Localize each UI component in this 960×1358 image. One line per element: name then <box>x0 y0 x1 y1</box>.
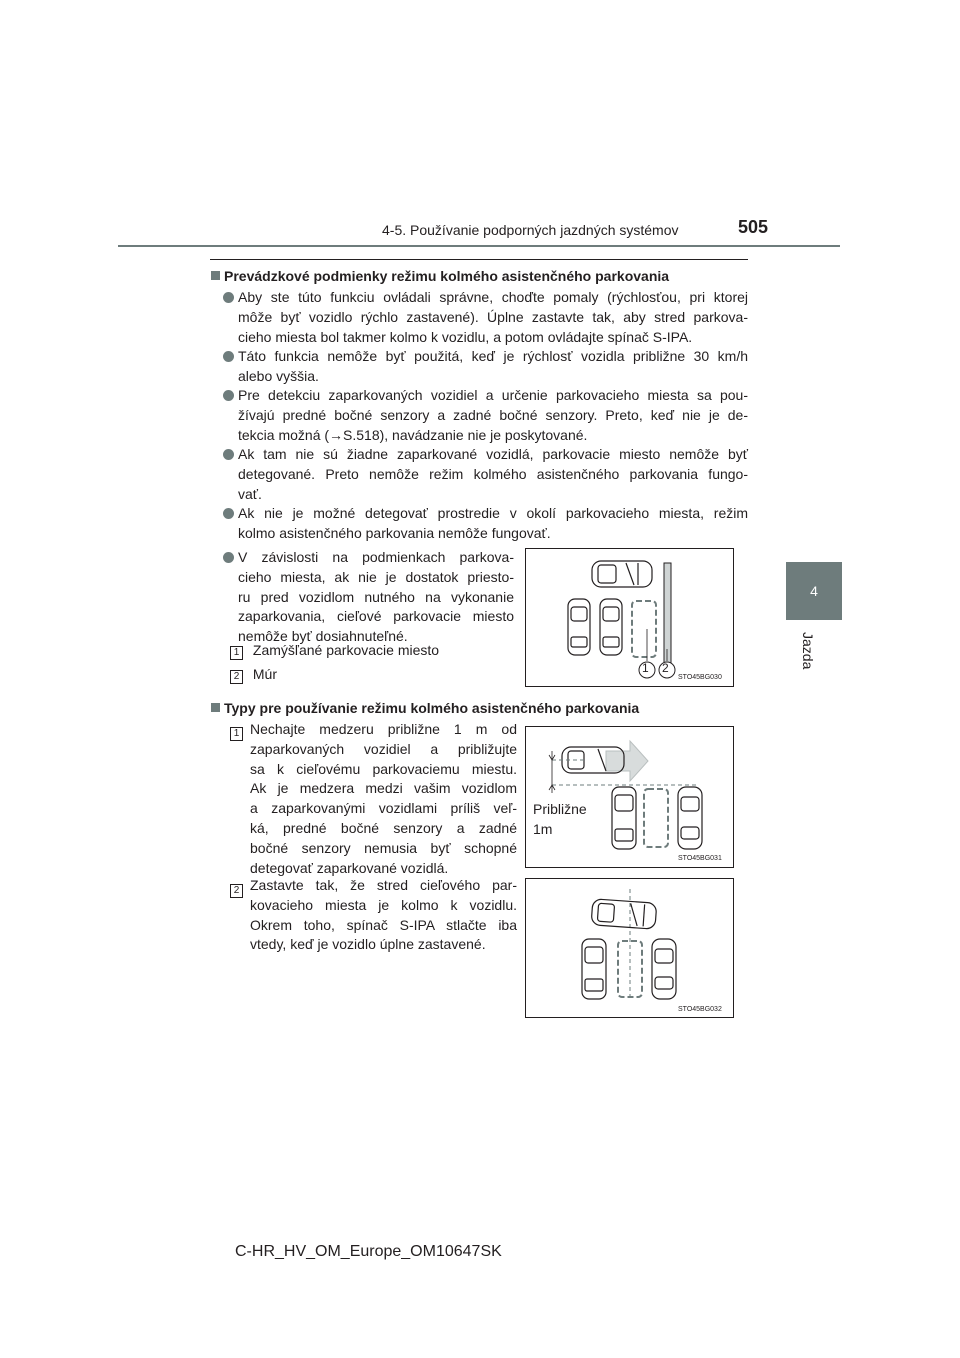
figure-parking-space-wall <box>525 548 734 687</box>
bullet-dot-icon <box>223 508 234 519</box>
footer-document-id: C-HR_HV_OM_Europe_OM10647SK <box>235 1243 502 1260</box>
figure-label-distance: 1m <box>533 821 553 837</box>
chapter-label: Jazda <box>800 632 816 670</box>
figure-callout-2: 2 <box>662 661 669 675</box>
bullet-item: Ak tam nie sú žiadne zaparkované vozidlá, parkovacie miesto nemôže byť detegované. Preto nemôže režim kolmého asistenčného parkovania fungo- vať. <box>238 445 748 504</box>
figure-label-approx: Približne <box>533 801 587 817</box>
header-rule <box>118 245 840 247</box>
bullet-dot-icon <box>223 292 234 303</box>
tip-item-text: Zastavte tak, že stred cieľového par- kovacieho miesta je kolmo k vozidlu. Okrem toho, spínač S-IPA stlačte iba vtedy, keď je vozidlo úplne zastavené. <box>250 877 517 953</box>
tip-item-text: Nechajte medzeru približne 1 m od zaparkovaných vozidiel a približujte sa k cieľovému parkovaciemu miestu. Ak je medzera medzi vašim vozidlom a zaparkovanými vozidlami príliš veľ- ká, predné bočné senzory a zadné bočné senzory nemusia byť schopné detegovať zaparkované vozidlá. <box>250 721 517 876</box>
legend-item: 2 Múr <box>230 664 277 684</box>
section2-heading: Typy pre používanie režimu kolmého asistenčného parkovania <box>211 698 639 718</box>
figure-code: STO45BG032 <box>678 1006 722 1013</box>
bullet-dot-icon <box>223 390 234 401</box>
bullet-item: Aby ste túto funkciu ovládali správne, choďte pomaly (rýchlosťou, pri ktorej môže byť vozidlo rýchlo zastavené). Úplne zastavte tak, aby stred parkova- cieho miesta bol takmer kolmo k vozidlu, a potom ovládajte spínač S-IPA. <box>238 288 748 347</box>
header-section-title: 4-5. Používanie podporných jazdných systémov <box>382 222 679 238</box>
bullet-dot-icon <box>223 449 234 460</box>
bullet-item: V závislosti na podmienkach parkova- cieho miesta, ak nie je dostatok priesto- ru pred vozidlom nutného na vykonanie zaparkovania, cieľové parkovacie miesto nemôže byť dosiahnuteľné. <box>238 548 514 647</box>
chapter-tab <box>786 562 842 620</box>
page-number: 505 <box>738 217 769 237</box>
heading-square-icon <box>211 703 220 712</box>
section1-heading: Prevádzkové podmienky režimu kolmého asistenčného parkovania <box>211 266 669 286</box>
legend-number-box: 2 <box>230 670 243 684</box>
bullet-dot-icon <box>223 552 234 563</box>
content-rule <box>210 259 748 260</box>
chapter-number: 4 <box>810 583 818 599</box>
figure-callout-1: 1 <box>642 661 649 675</box>
figure-code: STO45BG031 <box>678 855 722 862</box>
figure-approach-distance <box>525 726 734 868</box>
heading-square-icon <box>211 271 220 280</box>
bullet-item: Táto funkcia nemôže byť použitá, keď je rýchlosť vozidla približne 30 km/h alebo vyššia. <box>238 347 748 387</box>
figure-code: STO45BG030 <box>678 674 722 681</box>
tip-number-box: 1 <box>230 723 243 741</box>
legend-number-box: 1 <box>230 646 243 660</box>
bullet-item: Ak nie je možné detegovať prostredie v okolí parkovacieho miesta, režim kolmo asistenčného parkovania nemôže fungovať. <box>238 504 748 544</box>
tip-number-box: 2 <box>230 880 243 898</box>
bullet-dot-icon <box>223 351 234 362</box>
figure-perpendicular-stop <box>525 878 734 1018</box>
bullet-item: Pre detekciu zaparkovaných vozidiel a určenie parkovacieho miesta sa pou- žívajú predné bočné senzory a zadné bočné senzory. Preto, keď nie je de- tekcia možná (→S.518), navádzanie nie je poskytované. <box>238 386 748 445</box>
legend-item: 1 Zamýšľané parkovacie miesto <box>230 640 439 660</box>
